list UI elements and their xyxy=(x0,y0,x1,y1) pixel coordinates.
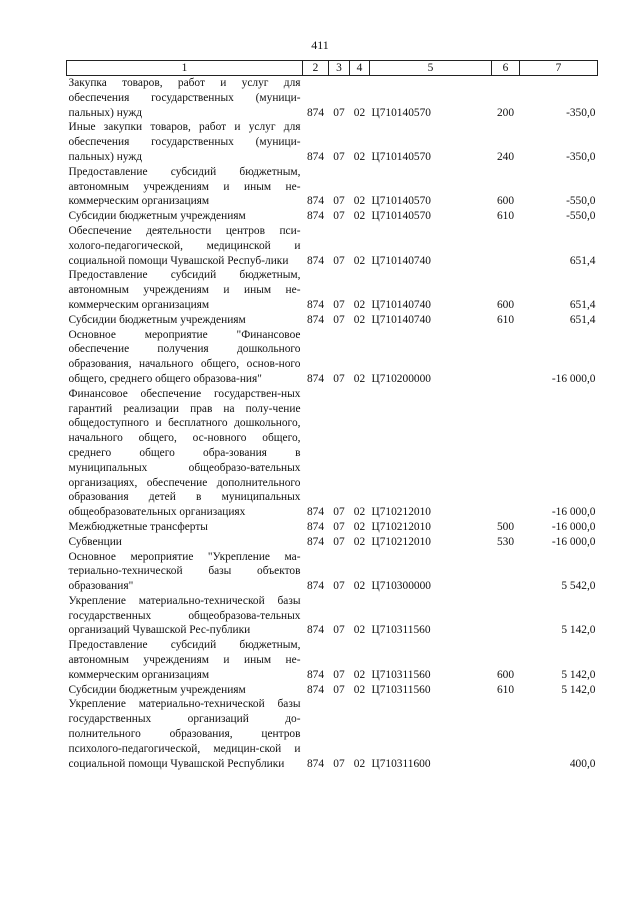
subsection-code: 02 xyxy=(353,624,366,637)
target-code: Ц710311600 xyxy=(371,757,431,770)
expense-type-code: 240 xyxy=(496,150,515,163)
header-col-3: 3 xyxy=(329,61,350,76)
row-name: Закупка товаров, работ и услуг для обеспечения государственных (муници-пальных) нужд xyxy=(68,77,301,119)
table-row xyxy=(67,209,598,224)
subsection-code: 02 xyxy=(353,106,366,119)
target-code: Ц710200000 xyxy=(371,372,431,385)
target-code: Ц710311560 xyxy=(371,624,431,637)
target-code: Ц710212010 xyxy=(371,535,431,548)
amount: -550,0 xyxy=(566,195,596,208)
ministry-code: 874 xyxy=(306,254,325,267)
target-code: Ц710140570 xyxy=(371,106,431,119)
target-code: Ц710212010 xyxy=(371,520,431,533)
expense-type-code xyxy=(492,550,520,594)
expense-type-code: 530 xyxy=(496,535,515,548)
subsection-code: 02 xyxy=(353,506,366,519)
expense-type-code xyxy=(492,594,520,638)
target-code: Ц710212010 xyxy=(371,506,431,519)
target-code: Ц710140570 xyxy=(371,195,431,208)
budget-table xyxy=(66,60,598,771)
table-row xyxy=(67,520,598,535)
row-name: Иные закупки товаров, работ и услуг для обеспечения государственных (муници-пальных) нужд xyxy=(68,121,301,163)
table-row xyxy=(67,535,598,550)
row-name: Укрепление материально-технической базы государственных общеобразова-тельных организаций Чувашской Рес-публики xyxy=(68,594,301,637)
table-row xyxy=(67,328,598,387)
amount: 5 142,0 xyxy=(561,624,596,637)
row-name: Субсидии бюджетным учреждениям xyxy=(68,683,246,696)
expense-type-code xyxy=(492,697,520,771)
amount: 651,4 xyxy=(569,298,596,311)
row-name: Финансовое обеспечение государствен-ных гарантий реализации прав на полу-чение общедоступного и бесплатного дошкольного, начального общего, ос-новного общего, среднего общего обра-зования в муниципальных общеобразо-вательных организациях, обеспечение дополнительного образования детей в муниципальных общеобразовательных организациях xyxy=(68,387,301,519)
table-row xyxy=(67,120,598,164)
amount: 5 542,0 xyxy=(561,580,596,593)
expense-type-code xyxy=(492,224,520,268)
header-col-2: 2 xyxy=(303,61,329,76)
expense-type-code xyxy=(492,328,520,387)
section-code: 07 xyxy=(333,210,345,223)
section-code: 07 xyxy=(333,195,345,208)
row-name: Предоставление субсидий бюджетным, автономным учреждениям и иным не-коммерческим организациям xyxy=(68,639,301,681)
row-name: Предоставление субсидий бюджетным, автономным учреждениям и иным не-коммерческим организациям xyxy=(68,165,301,208)
target-code: Ц710311560 xyxy=(371,683,431,696)
amount: 651,4 xyxy=(569,313,596,326)
subsection-code: 02 xyxy=(353,668,366,681)
section-code: 07 xyxy=(333,506,345,519)
table-header-row xyxy=(67,61,598,76)
row-name: Субсидии бюджетным учреждениям xyxy=(68,210,246,223)
amount: 651,4 xyxy=(569,254,596,267)
table-row xyxy=(67,76,598,121)
amount: -350,0 xyxy=(566,106,596,119)
section-code: 07 xyxy=(333,683,345,696)
section-code: 07 xyxy=(333,580,345,593)
table-row xyxy=(67,550,598,594)
expense-type-code: 600 xyxy=(496,668,515,681)
header-col-4: 4 xyxy=(350,61,370,76)
subsection-code: 02 xyxy=(353,372,366,385)
target-code: Ц710140740 xyxy=(371,298,431,311)
row-name: Основное мероприятие "Финансовое обеспечение получения дошкольного образования, начального общего, основ-ного общего, среднего общего образова-ния" xyxy=(68,328,301,385)
table-row xyxy=(67,387,598,520)
row-name: Субсидии бюджетным учреждениям xyxy=(68,313,246,326)
expense-type-code: 610 xyxy=(496,313,515,326)
ministry-code: 874 xyxy=(306,535,325,548)
row-name: Основное мероприятие "Укрепление ма-териально-технической базы объектов образования" xyxy=(68,550,301,593)
table-row xyxy=(67,638,598,682)
ministry-code: 874 xyxy=(306,683,325,696)
subsection-code: 02 xyxy=(353,757,366,770)
row-name: Предоставление субсидий бюджетным, автономным учреждениям и иным не-коммерческим организациям xyxy=(68,269,301,311)
header-col-1: 1 xyxy=(67,61,303,76)
subsection-code: 02 xyxy=(353,150,366,163)
subsection-code: 02 xyxy=(353,254,366,267)
table-row xyxy=(67,313,598,328)
ministry-code: 874 xyxy=(306,298,325,311)
row-name: Межбюджетные трансферты xyxy=(68,520,208,533)
target-code: Ц710311560 xyxy=(371,668,431,681)
table-row xyxy=(67,683,598,698)
amount: -350,0 xyxy=(566,150,596,163)
header-col-5: 5 xyxy=(370,61,492,76)
expense-type-code xyxy=(492,387,520,520)
subsection-code: 02 xyxy=(353,535,366,548)
subsection-code: 02 xyxy=(353,683,366,696)
ministry-code: 874 xyxy=(306,195,325,208)
subsection-code: 02 xyxy=(353,210,366,223)
amount: 5 142,0 xyxy=(561,683,596,696)
target-code: Ц710140740 xyxy=(371,254,431,267)
section-code: 07 xyxy=(333,106,345,119)
ministry-code: 874 xyxy=(306,150,325,163)
table-row xyxy=(67,697,598,771)
amount: -550,0 xyxy=(566,210,596,223)
subsection-code: 02 xyxy=(353,195,366,208)
expense-type-code: 600 xyxy=(496,298,515,311)
amount: -16 000,0 xyxy=(551,520,596,533)
section-code: 07 xyxy=(333,757,345,770)
table-row xyxy=(67,268,598,312)
header-col-6: 6 xyxy=(492,61,520,76)
section-code: 07 xyxy=(333,254,345,267)
ministry-code: 874 xyxy=(306,624,325,637)
row-name: Укрепление материально-технической базы государственных организаций до-полнительного образования, центров психолого-педагогической, медицин-ской и социальной помощи Чувашской Республики xyxy=(68,698,301,770)
table-row xyxy=(67,594,598,638)
row-name: Обеспечение деятельности центров пси-холого-педагогической, медицинской и социальной помощи Чувашской Респуб-лики xyxy=(68,224,301,267)
amount: -16 000,0 xyxy=(551,535,596,548)
subsection-code: 02 xyxy=(353,520,366,533)
ministry-code: 874 xyxy=(306,313,325,326)
ministry-code: 874 xyxy=(306,757,325,770)
table-row xyxy=(67,165,598,209)
target-code: Ц710140570 xyxy=(371,210,431,223)
section-code: 07 xyxy=(333,624,345,637)
section-code: 07 xyxy=(333,150,345,163)
section-code: 07 xyxy=(333,535,345,548)
section-code: 07 xyxy=(333,298,345,311)
expense-type-code: 610 xyxy=(496,683,515,696)
page-number: 411 xyxy=(311,38,329,52)
section-code: 07 xyxy=(333,520,345,533)
amount: 5 142,0 xyxy=(561,668,596,681)
section-code: 07 xyxy=(333,668,345,681)
subsection-code: 02 xyxy=(353,580,366,593)
section-code: 07 xyxy=(333,372,345,385)
target-code: Ц710300000 xyxy=(371,580,431,593)
ministry-code: 874 xyxy=(306,210,325,223)
header-col-7: 7 xyxy=(520,61,598,76)
amount: 400,0 xyxy=(569,757,596,770)
expense-type-code: 500 xyxy=(496,520,515,533)
ministry-code: 874 xyxy=(306,106,325,119)
ministry-code: 874 xyxy=(306,372,325,385)
target-code: Ц710140740 xyxy=(371,313,431,326)
expense-type-code: 600 xyxy=(496,195,515,208)
expense-type-code: 610 xyxy=(496,210,515,223)
section-code: 07 xyxy=(333,313,345,326)
amount: -16 000,0 xyxy=(551,372,596,385)
subsection-code: 02 xyxy=(353,313,366,326)
expense-type-code: 200 xyxy=(496,106,515,119)
ministry-code: 874 xyxy=(306,520,325,533)
row-name: Субвенции xyxy=(68,535,122,548)
ministry-code: 874 xyxy=(306,580,325,593)
amount: -16 000,0 xyxy=(551,506,596,519)
table-row xyxy=(67,224,598,268)
ministry-code: 874 xyxy=(306,668,325,681)
subsection-code: 02 xyxy=(353,298,366,311)
target-code: Ц710140570 xyxy=(371,150,431,163)
ministry-code: 874 xyxy=(306,506,325,519)
